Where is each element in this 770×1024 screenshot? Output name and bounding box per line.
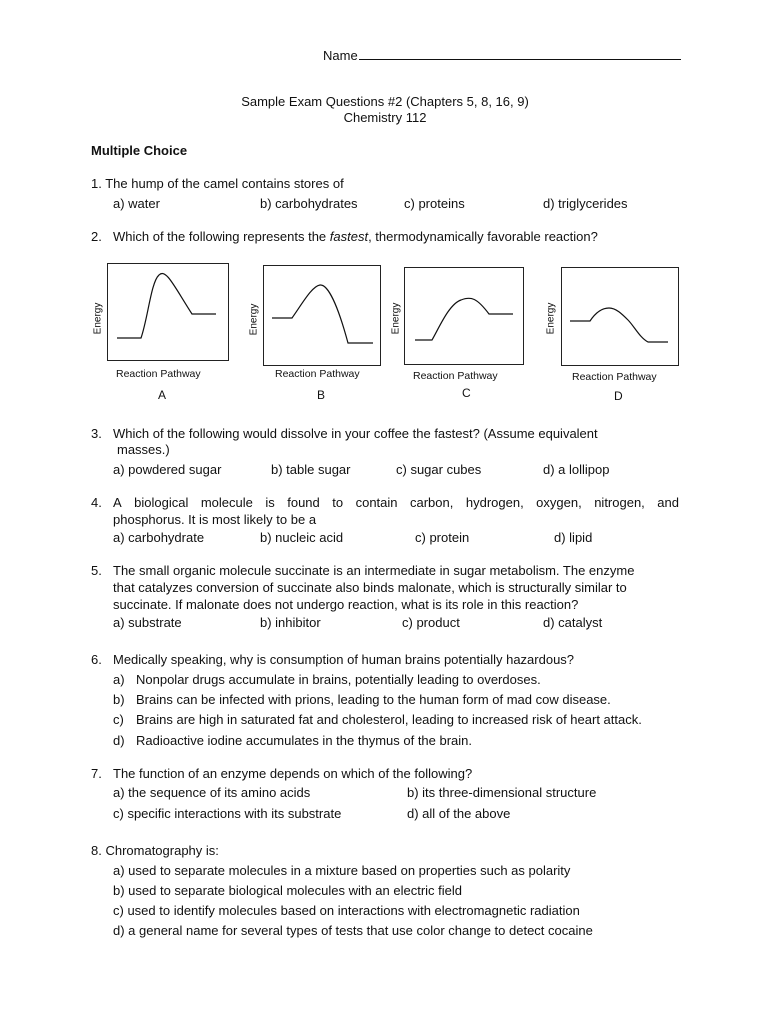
- q4-option-a: a) carbohydrate: [113, 530, 205, 545]
- q6-option-b-text: Brains can be infected with prions, leading to the human form of mad cow disease.: [136, 692, 611, 707]
- q6-option-a-label: a): [113, 672, 125, 687]
- q2-number: 2.: [91, 229, 102, 244]
- course-title: Chemistry 112: [343, 110, 427, 125]
- name-label: Name: [323, 48, 358, 63]
- q1-stem: 1. The hump of the camel contains stores of: [91, 176, 344, 191]
- graph-a-ylabel: Energy: [92, 302, 104, 335]
- q4-stem-line2: phosphorus. It is most likely to be a: [113, 512, 317, 527]
- q4-word: is: [265, 495, 275, 510]
- q5-option-a: a) substrate: [113, 615, 182, 630]
- graph-a: [107, 263, 229, 361]
- q4-option-d: d) lipid: [554, 530, 593, 545]
- q3-option-c: c) sugar cubes: [396, 462, 482, 477]
- graph-d-letter: D: [614, 389, 623, 403]
- q5-stem-line3: succinate. If malonate does not undergo reaction, what is its role in this reaction?: [113, 597, 579, 612]
- q7-option-b: b) its three-dimensional structure: [407, 785, 597, 800]
- graph-b-ylabel: Energy: [248, 303, 260, 336]
- q1-option-b: b) carbohydrates: [260, 196, 358, 211]
- q4-word: and: [657, 495, 679, 510]
- q6-option-d-label: d): [113, 733, 125, 748]
- q4-word: to: [332, 495, 344, 510]
- q7-number: 7.: [91, 766, 102, 781]
- q4-word: biological: [134, 495, 189, 510]
- q8-option-c: c) used to identify molecules based on interactions with electromagnetic radiation: [113, 903, 580, 918]
- q4-option-b: b) nucleic acid: [260, 530, 344, 545]
- q8-option-d: d) a general name for several types of tests that use color change to detect cocaine: [113, 923, 593, 938]
- graph-c-letter: C: [462, 386, 471, 400]
- q6-option-d-text: Radioactive iodine accumulates in the thymus of the brain.: [136, 733, 473, 748]
- q8-stem: 8. Chromatography is:: [91, 843, 219, 858]
- q6-option-c-label: c): [113, 712, 124, 727]
- q7-option-d: d) all of the above: [407, 806, 511, 821]
- q4-stem-line1: [113, 495, 679, 510]
- graph-c-curve: [405, 268, 523, 364]
- graph-a-curve: [108, 264, 228, 360]
- q1-option-a: a) water: [113, 196, 160, 211]
- section-heading: Multiple Choice: [91, 143, 188, 158]
- q5-option-d: d) catalyst: [543, 615, 603, 630]
- q7-option-a: a) the sequence of its amino acids: [113, 785, 311, 800]
- q2-stem-start: Which of the following represents the: [113, 229, 330, 244]
- graph-b-letter: B: [317, 388, 326, 402]
- q6-option-a-text: Nonpolar drugs accumulate in brains, potentially leading to overdoses.: [136, 672, 541, 687]
- q1-option-d: d) triglycerides: [543, 196, 628, 211]
- q5-option-b: b) inhibitor: [260, 615, 321, 630]
- graph-d: [561, 267, 679, 366]
- q4-word: carbon,: [410, 495, 454, 510]
- q2-stem-emphasis: fastest: [329, 229, 369, 244]
- q8-option-b: b) used to separate biological molecules with an electric field: [113, 883, 463, 898]
- graph-c-xlabel: Reaction Pathway: [413, 370, 498, 382]
- q8-option-a: a) used to separate molecules in a mixture based on properties such as polarity: [113, 863, 571, 878]
- q6-option-c-text: Brains are high in saturated fat and cholesterol, leading to increased risk of heart attack.: [136, 712, 642, 727]
- q7-stem: The function of an enzyme depends on which of the following?: [113, 766, 473, 781]
- q6-option-b-label: b): [113, 692, 125, 707]
- q5-stem-line1: The small organic molecule succinate is an intermediate in sugar metabolism. The enzyme: [113, 563, 635, 578]
- q4-word: hydrogen,: [465, 495, 524, 510]
- graph-b: [263, 265, 381, 366]
- name-field[interactable]: [323, 47, 681, 63]
- q4-option-c: c) protein: [415, 530, 470, 545]
- graph-c: [404, 267, 524, 365]
- q2-stem-end: , thermodynamically favorable reaction?: [368, 229, 598, 244]
- q3-number: 3.: [91, 426, 102, 441]
- q4-word: oxygen,: [536, 495, 582, 510]
- q1-option-c: c) proteins: [404, 196, 465, 211]
- q4-word: molecule: [200, 495, 253, 510]
- q3-option-d: d) a lollipop: [543, 462, 610, 477]
- graph-b-xlabel: Reaction Pathway: [275, 368, 360, 380]
- q4-word: A: [113, 495, 122, 510]
- q3-option-b: b) table sugar: [271, 462, 351, 477]
- graph-d-ylabel: Energy: [545, 302, 557, 335]
- graph-d-curve: [562, 268, 678, 365]
- q5-option-c: c) product: [402, 615, 460, 630]
- graph-a-letter: A: [158, 388, 167, 402]
- q4-word: found: [287, 495, 320, 510]
- q6-stem: Medically speaking, why is consumption of human brains potentially hazardous?: [113, 652, 575, 667]
- q4-word: contain: [355, 495, 398, 510]
- graph-b-curve: [264, 266, 380, 365]
- q3-option-a: a) powdered sugar: [113, 462, 222, 477]
- name-blank-line[interactable]: [359, 47, 681, 60]
- q3-stem-line1: Which of the following would dissolve in your coffee the fastest? (Assume equivalent: [113, 426, 598, 441]
- q2-stem: [113, 229, 598, 244]
- q7-option-c: c) specific interactions with its substrate: [113, 806, 342, 821]
- graph-a-xlabel: Reaction Pathway: [116, 368, 201, 380]
- q5-stem-line2: that catalyzes conversion of succinate also binds malonate, which is structurally similar to: [113, 580, 627, 595]
- graph-c-ylabel: Energy: [390, 302, 402, 335]
- q4-number: 4.: [91, 495, 102, 510]
- exam-title: Sample Exam Questions #2 (Chapters 5, 8, 16, 9): [241, 94, 529, 109]
- q6-number: 6.: [91, 652, 102, 667]
- q4-word: nitrogen,: [594, 495, 645, 510]
- graph-d-xlabel: Reaction Pathway: [572, 371, 657, 383]
- q5-number: 5.: [91, 563, 102, 578]
- q3-stem-line2: masses.): [117, 442, 170, 457]
